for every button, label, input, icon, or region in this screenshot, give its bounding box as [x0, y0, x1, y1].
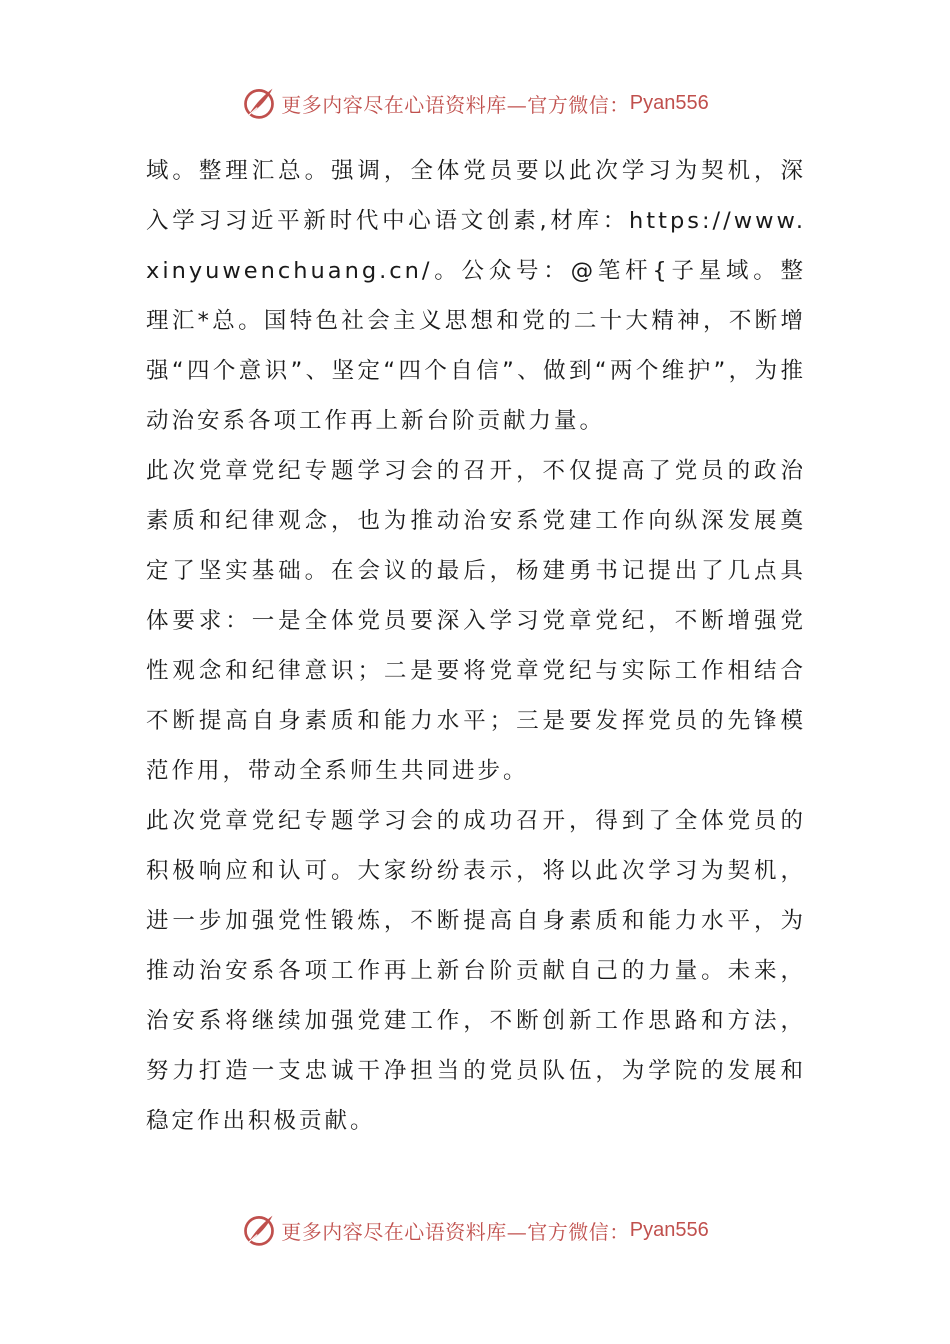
- quill-pen-logo-icon: [241, 85, 277, 121]
- footer-text: 更多内容尽在心语资料库—官方微信：: [281, 1219, 630, 1244]
- quill-pen-logo-icon: [241, 1212, 277, 1248]
- footer-banner: [0, 1210, 950, 1250]
- paragraph-2: 此次党章党纪专题学习会的召开，不仅提高了党员的政治素质和纪律观念，也为推动治安系党建工作向纵深发展奠定了坚实基础。在会议的最后，杨建勇书记提出了几点具体要求：一是全体党员要深入学习党章党纪，不断增强党性观念和纪律意识；二是要将党章党纪与实际工作相结合不断提高自身素质和能力水平；三是要发挥党员的先锋模范作用，带动全系师生共同进步。: [146, 458, 806, 784]
- header-banner: [0, 83, 950, 123]
- header-text: 更多内容尽在心语资料库—官方微信：: [281, 92, 630, 117]
- paragraph-3: 此次党章党纪专题学习会的成功召开，得到了全体党员的积极响应和认可。大家纷纷表示，将以此次学习为契机，进一步加强党性锻炼，不断提高自身素质和能力水平，为推动治安系各项工作再上新台阶贡献自己的力量。未来，治安系将继续加强党建工作，不断创新工作思路和方法，努力打造一支忠诚干净担当的党员队伍，为学院的发展和稳定作出积极贡献。: [146, 808, 806, 1134]
- document-body: [146, 146, 806, 1146]
- paragraph-1: 域。整理汇总。强调，全体党员要以此次学习为契机，深入学习习近平新时代中心语文创素,材库：https://www.xinyuwenchuang.cn/。公众号：@笔杆{子星域。整理汇*总。国特色社会主义思想和党的二十大精神，不断增强“四个意识”、坚定“四个自信”、做到“两个维护”，为推动治安系各项工作再上新台阶贡献力量。: [146, 158, 806, 434]
- header-wechat-id: Pyan556: [629, 91, 709, 114]
- footer-wechat-id: Pyan556: [629, 1218, 709, 1241]
